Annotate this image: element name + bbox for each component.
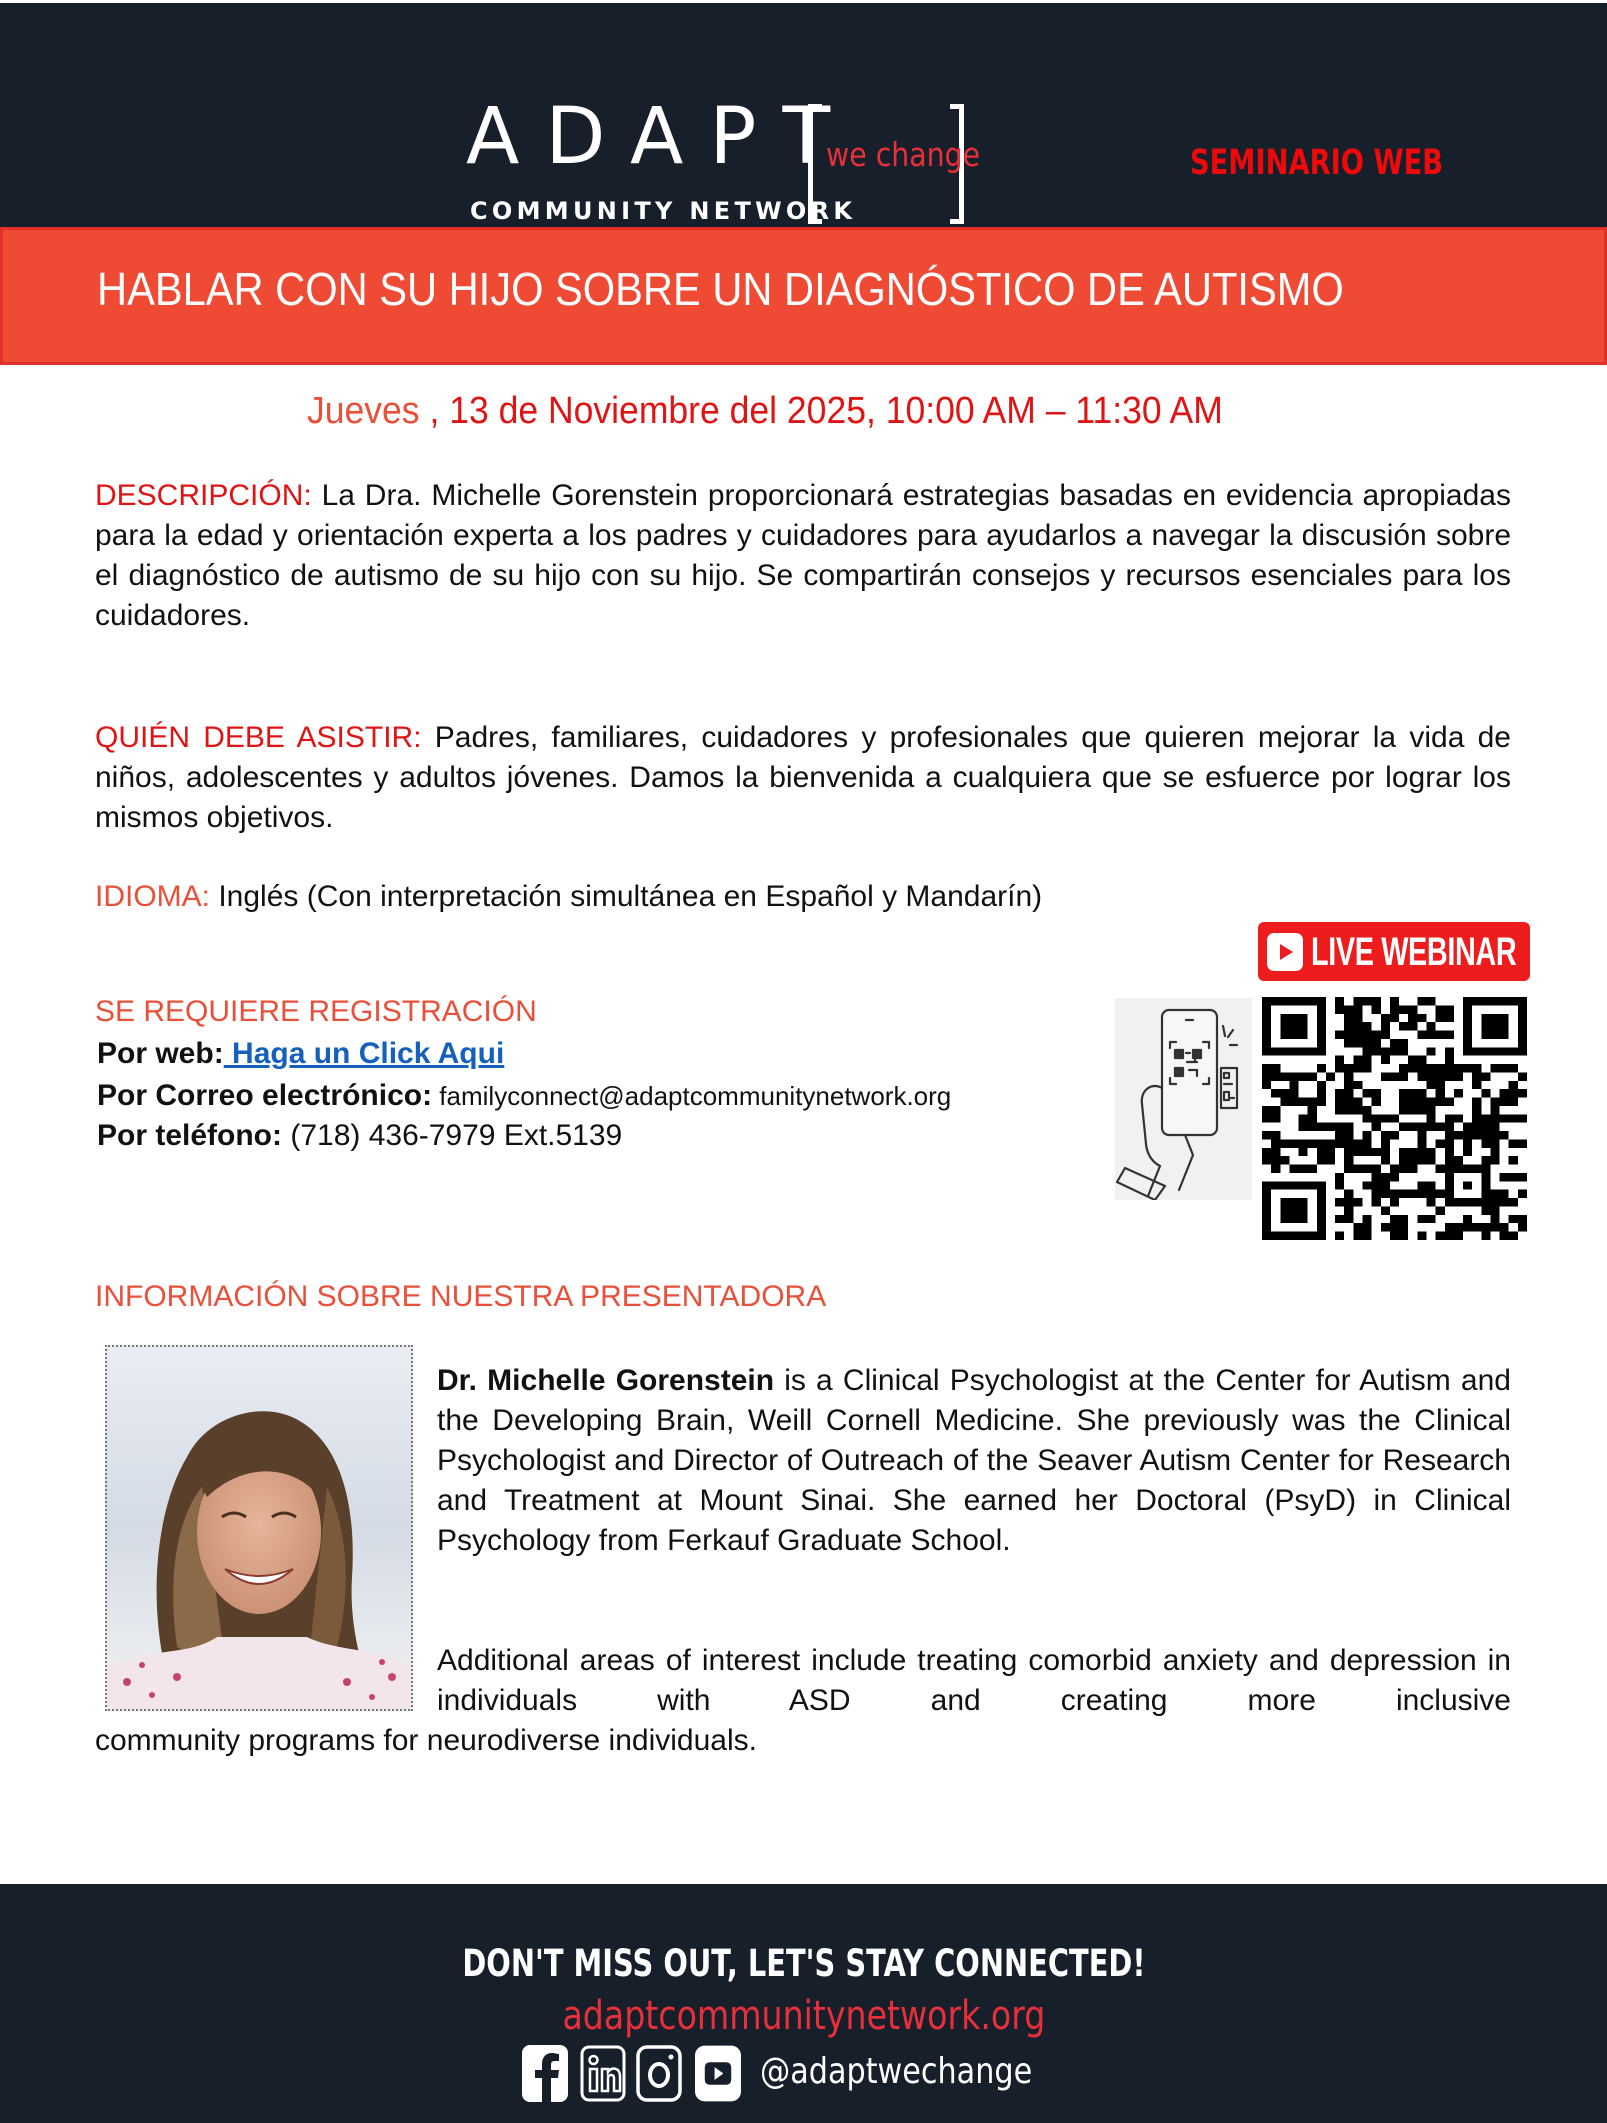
event-date-time: , 13 de Noviembre del 2025, 10:00 AM – 11:30 AM bbox=[419, 390, 1223, 432]
page-title: HABLAR CON SU HIJO SOBRE UN DIAGNÓSTICO DE AUTISMO bbox=[97, 263, 1344, 315]
live-webinar-label: LIVE WEBINAR bbox=[1311, 929, 1517, 974]
phone-label: Por teléfono: bbox=[97, 1119, 282, 1152]
audience-label: QUIÉN DEBE ASISTIR: bbox=[95, 721, 422, 754]
presenter-heading: INFORMACIÓN SOBRE NUESTRA PRESENTADORA bbox=[95, 1280, 827, 1313]
logo-community-network: COMMUNITY NETWORK bbox=[470, 197, 857, 225]
footer-tagline bbox=[0, 1942, 1607, 1985]
language-label: IDIOMA: bbox=[95, 880, 211, 913]
description-paragraph bbox=[95, 476, 1511, 636]
qr-code[interactable] bbox=[1262, 997, 1527, 1240]
footer-website bbox=[0, 1993, 1607, 2039]
presenter-interests: Additional areas of interest include treating comorbid anxiety and depression in individuals with ASD and creating more inclusive bbox=[437, 1644, 1511, 1717]
registration-web bbox=[97, 1039, 504, 1069]
phone-scan-icon bbox=[1115, 998, 1252, 1200]
footer-tagline-text: DON'T MISS OUT, LET'S STAY CONNECTED! bbox=[461, 1942, 1146, 1985]
phone-number: (718) 436-7979 Ext.5139 bbox=[282, 1119, 623, 1152]
facebook-icon[interactable] bbox=[522, 2045, 568, 2102]
registration-email bbox=[97, 1081, 951, 1111]
event-type-label: SEMINARIO WEB bbox=[1190, 143, 1444, 183]
instagram-icon[interactable] bbox=[636, 2045, 682, 2102]
event-date bbox=[307, 392, 1223, 430]
linkedin-icon[interactable] bbox=[580, 2045, 626, 2102]
presenter-bio bbox=[437, 1361, 1511, 1561]
register-link[interactable]: Haga un Click Aqui bbox=[223, 1037, 505, 1070]
footer-website-link[interactable]: adaptcommunitynetwork.org bbox=[562, 1993, 1045, 2039]
presenter-photo bbox=[105, 1345, 413, 1711]
language-paragraph bbox=[95, 877, 1511, 917]
logo-adapt-wordmark: ADAPT bbox=[466, 92, 857, 182]
audience-paragraph bbox=[95, 718, 1511, 838]
email-label: Por Correo electrónico: bbox=[97, 1079, 433, 1112]
web-label: Por web: bbox=[97, 1037, 224, 1070]
play-icon bbox=[1267, 933, 1303, 971]
audience-text: Padres, familiares, cuidadores y profesionales que quieren mejorar la vida de niños, adolescentes y adultos jóvenes. Damos la bienvenida a cualquiera que se esfuerce por lograr los mismos objetivos. bbox=[95, 721, 1511, 834]
registration-phone bbox=[97, 1121, 622, 1151]
description-text: La Dra. Michelle Gorenstein proporcionará estrategias basadas en evidencia apropiadas para la edad y orientación experta a los padres y cuidadores para ayudarlos a navegar la discusión sobre el diagnóstico de autismo de su hijo con su hijo. Se compartirán consejos y recursos esenciales para los cuidadores. bbox=[95, 479, 1511, 632]
language-text: Inglés (Con interpretación simultánea en Español y Mandarín) bbox=[210, 880, 1043, 913]
youtube-icon[interactable] bbox=[695, 2045, 741, 2102]
presenter-name: Dr. Michelle Gorenstein bbox=[437, 1364, 775, 1397]
presenter-bio-text: is a Clinical Psychologist at the Center for Autism and the Developing Brain, Weill Cornell Medicine. She previously was the Clinical Psychologist and Director of Outreach of the Seaver Autism Center for Research and Treatment at Mount Sinai. She earned her Doctoral (PsyD) in Clinical Psychology from Ferkauf Graduate School. bbox=[437, 1364, 1511, 1557]
bracket-left-icon bbox=[808, 104, 822, 224]
social-handle: @adaptwechange bbox=[760, 2051, 1033, 2092]
live-webinar-badge bbox=[1258, 922, 1530, 981]
registration-heading: SE REQUIERE REGISTRACIÓN bbox=[95, 995, 537, 1028]
email-address[interactable]: familyconnect@adaptcommunitynetwork.org bbox=[432, 1081, 952, 1111]
presenter-interests-end: community programs for neurodiverse individuals. bbox=[95, 1724, 757, 1757]
event-day: Jueves bbox=[307, 390, 420, 432]
logo-we-change: we change bbox=[826, 135, 981, 174]
description-label: DESCRIPCIÓN: bbox=[95, 479, 312, 512]
